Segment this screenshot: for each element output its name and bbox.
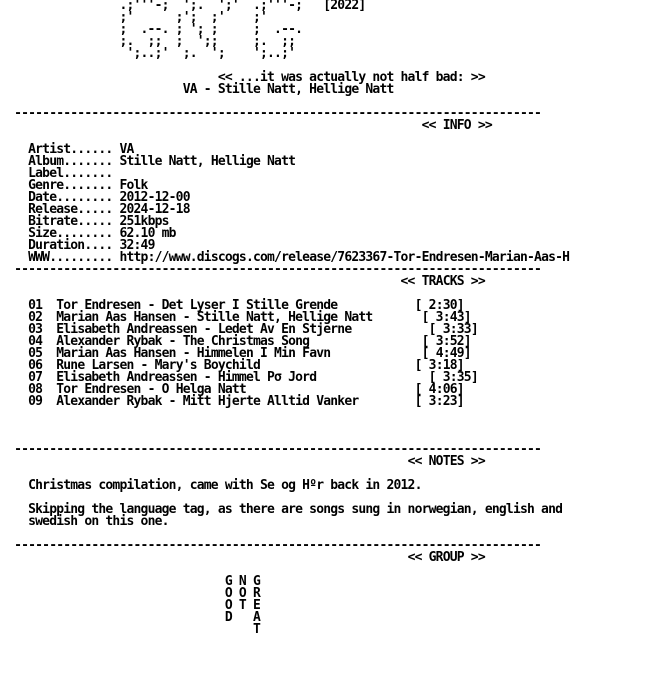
track-time: [ 4:06] (414, 382, 464, 397)
info-value: 2012-12-00 (119, 190, 190, 205)
group-art-line-4: D A (224, 610, 260, 625)
info-key: Size........ (28, 226, 113, 241)
notes-line-2: Skipping the language tag, as there are songs sung in norwegian, english and (28, 502, 563, 517)
logo-line-5: ';..;' ;. '; ';..;' (0, 46, 296, 61)
divider-group: --------------------------------------------------------------------------- (14, 538, 542, 553)
track-number: 06 (28, 358, 43, 373)
info-value: 251kbps (119, 214, 169, 229)
track-row (0, 396, 569, 408)
info-key: Release..... (28, 202, 113, 217)
track-time: [ 3:43] (421, 310, 471, 325)
track-time: [ 2:30] (414, 298, 464, 313)
track-title: Marian Aas Hansen - Stille Natt, Hellige Natt (56, 310, 373, 325)
divider-notes: --------------------------------------------------------------------------- (14, 442, 542, 457)
info-value: 32:49 (119, 238, 155, 253)
section-title-notes: << NOTES >> (407, 454, 485, 469)
info-key: Artist...... (28, 142, 113, 157)
info-key: Genre....... (28, 178, 113, 193)
logo-line-3: ; .--. ; '; ; ; .--. (0, 22, 303, 37)
track-number: 03 (28, 322, 43, 337)
track-time: [ 4:49] (421, 346, 471, 361)
track-title: Tor Endresen - Det Lyser I Stille Grende (56, 298, 338, 313)
track-title: Elisabeth Andreassen - Ledet Av En Stjerne (56, 322, 352, 337)
info-key: Duration.... (28, 238, 113, 253)
track-number: 07 (28, 370, 43, 385)
track-number: 08 (28, 382, 43, 397)
info-value: VA (119, 142, 134, 157)
track-time: [ 3:52] (421, 334, 471, 349)
info-key: Bitrate..... (28, 214, 113, 229)
track-title: Rune Larsen - Mary's Boychild (56, 358, 261, 373)
divider-info: --------------------------------------------------------------------------- (14, 106, 542, 121)
info-key: Date........ (28, 190, 113, 205)
group-art-line-2: O O R (224, 586, 260, 601)
track-time: [ 3:18] (414, 358, 464, 373)
track-title: Marian Aas Hansen - Himmelen I Min Favn (56, 346, 331, 361)
track-number: 02 (28, 310, 43, 325)
section-title-tracks: << TRACKS >> (400, 274, 485, 289)
logo-line-1: .;'''-; ';. ';' .;'''-; [2022] (0, 0, 366, 13)
track-time: [ 3:33] (428, 322, 478, 337)
track-number: 04 (28, 334, 43, 349)
info-value: Stille Natt, Hellige Natt (119, 154, 296, 169)
track-title: Elisabeth Andreassen - Himmel Pσ Jord (56, 370, 317, 385)
info-value: http://www.discogs.com/release/7623367-Tor-Endresen-Marian-Aas-H (119, 250, 570, 265)
track-number: 05 (28, 346, 43, 361)
notes-line-1: Christmas compilation, came with Se og Hºr back in 2012. (28, 478, 422, 493)
info-key: Label....... (28, 166, 113, 181)
tagline: << ...it was actually not half bad: >> (217, 70, 485, 85)
group-art-line-5: T (224, 622, 260, 637)
section-title-group: << GROUP >> (407, 550, 485, 565)
track-title: Alexander Rybak - The Christmas Song (56, 334, 310, 349)
track-number: 01 (28, 298, 43, 313)
info-value: Folk (119, 178, 148, 193)
group-art-line-1: G N G (224, 574, 260, 589)
group-art-line-3: O T E (224, 598, 260, 613)
info-value: 62.10 mb (119, 226, 176, 241)
year-tag: [2022] (323, 0, 366, 13)
section-title-info: << INFO >> (421, 118, 492, 133)
header-title: VA - Stille Natt, Hellige Natt (182, 82, 394, 97)
track-title: Alexander Rybak - Mitt Hjerte Alltid Vanker (56, 394, 359, 409)
info-key: Album....... (28, 154, 113, 169)
info-value: 2024-12-18 (119, 202, 190, 217)
logo-line-4: ;. ;; ; ';; ;. ;; (0, 34, 296, 49)
track-number: 09 (28, 394, 43, 409)
info-key: WWW......... (28, 250, 113, 265)
track-title: Tor Endresen - O Helga Natt (56, 382, 246, 397)
divider-tracks: --------------------------------------------------------------------------- (14, 262, 542, 277)
track-time: [ 3:35] (428, 370, 478, 385)
track-time: [ 3:23] (414, 394, 464, 409)
notes-line-3: swedish on this one. (28, 514, 169, 529)
logo-line-2: ;' ;'; ;' ;' (0, 10, 268, 25)
